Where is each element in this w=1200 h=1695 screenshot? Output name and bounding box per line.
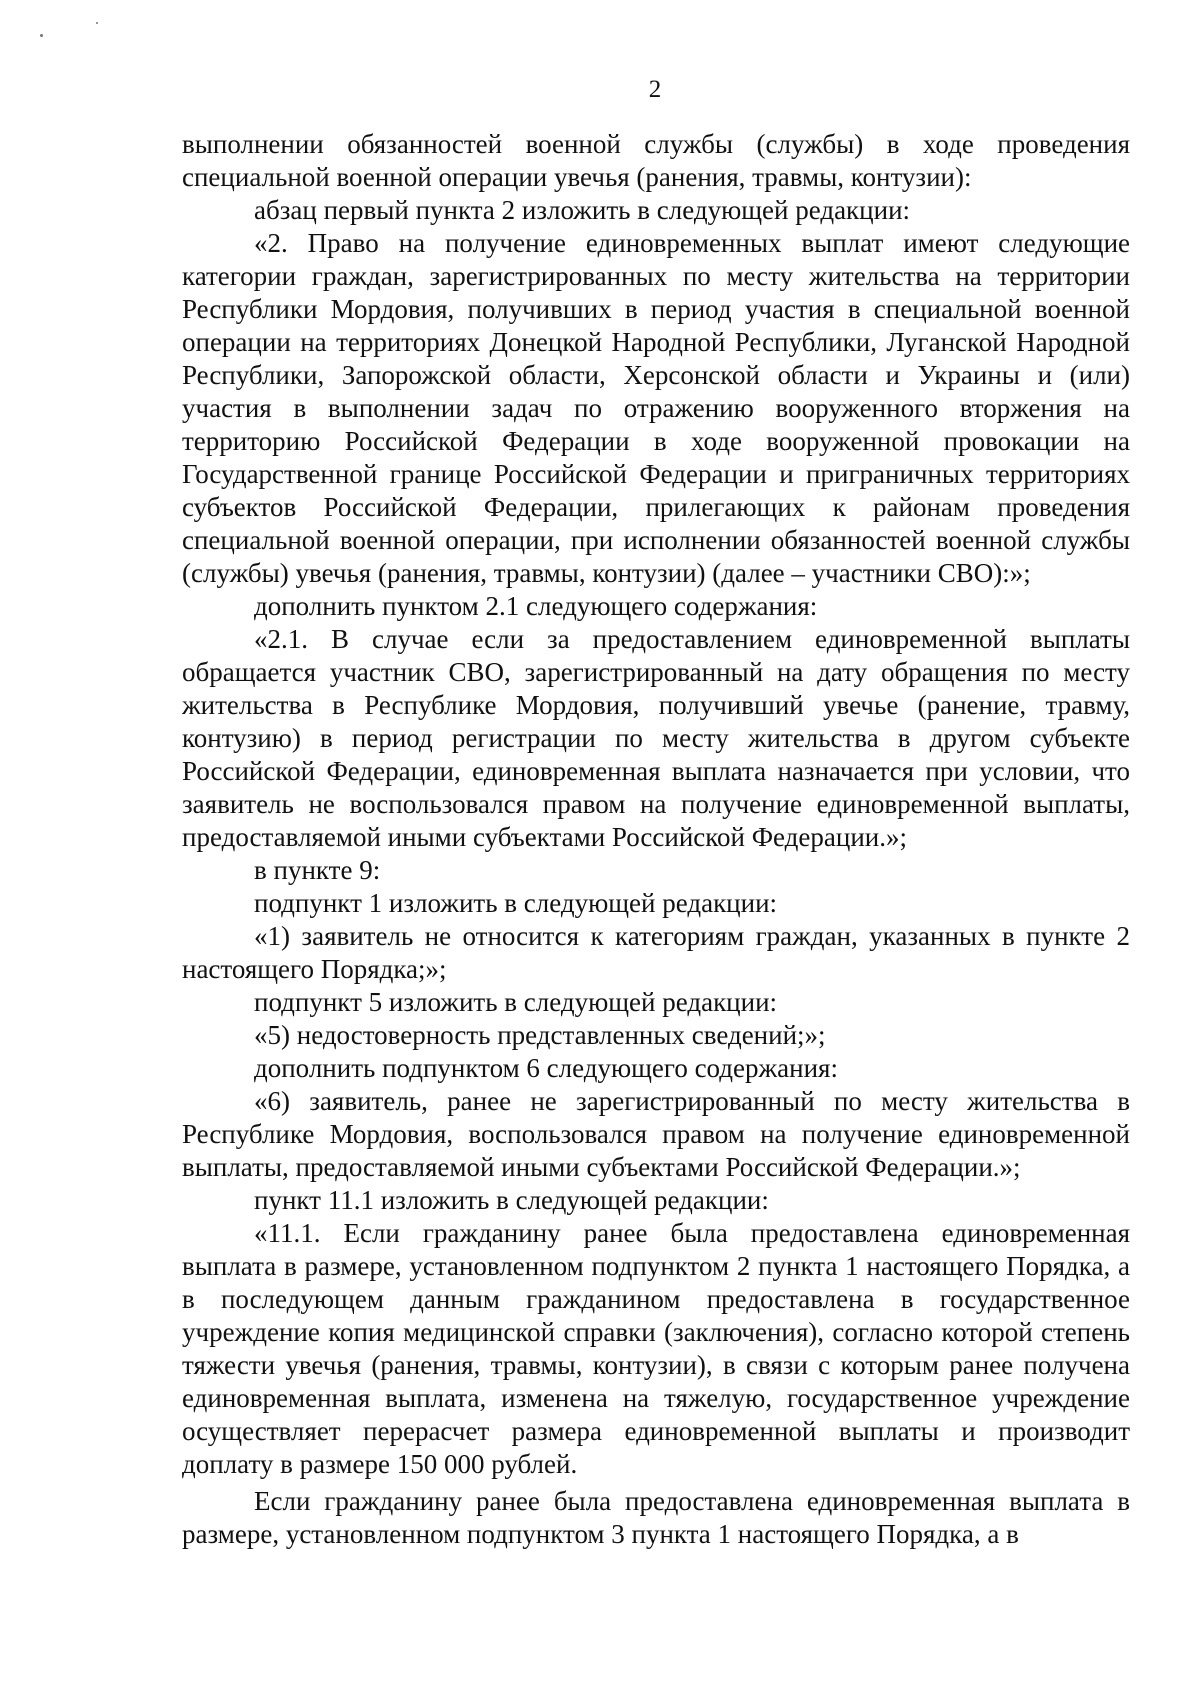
paragraph: дополнить подпунктом 6 следующего содержания: [254, 1053, 838, 1083]
paragraph: Если гражданину ранее была предоставлена единовременная выплата в размере, установленном подпунктом 3 пункта 1 настоящего Порядка, а в [182, 1486, 1130, 1549]
paragraph: «11.1. Если гражданину ранее была предоставлена единовременная выплата в размере, установленном подпунктом 2 пункта 1 настоящего Порядка, а в последующем данным гражданином предоставлена в государственное учреждение копия медицинской справки (заключения), согласно которой степень тяжести увечья (ранения, травмы, контузии), в связи с которым ранее получена единовременная выплата, изменена на тяжелую, государственное учреждение осуществляет перерасчет размера единовременной выплаты и производит доплату в размере 150 000 рублей. [182, 1218, 1130, 1479]
paragraph: пункт 11.1 изложить в следующей редакции: [254, 1185, 769, 1215]
paragraph: подпункт 5 изложить в следующей редакции: [254, 987, 778, 1017]
paragraph: выполнении обязанностей военной службы (службы) в ходе проведения специальной военной операции увечья (ранения, травмы, контузии): [182, 129, 1130, 192]
paragraph: подпункт 1 изложить в следующей редакции: [254, 888, 778, 918]
paragraph: «2.1. В случае если за предоставлением единовременной выплаты обращается участник СВО, зарегистрированный на дату обращения по месту жительства в Республике Мордовия, получивший увечье (ранение, травму, контузию) в период регистрации по месту жительства в другом субъекте Российской Федерации, единовременная выплата назначается при условии, что заявитель не воспользовался правом на получение единовременной выплаты, предоставляемой иными субъектами Российской Федерации.»; [182, 624, 1130, 852]
scan-speck [96, 22, 98, 24]
paragraph: «1) заявитель не относится к категориям граждан, указанных в пункте 2 настоящего Порядка;»; [182, 921, 1130, 984]
paragraph: «6) заявитель, ранее не зарегистрированный по месту жительства в Республике Мордовия, воспользовался правом на получение единовременной выплаты, предоставляемой иными субъектами Российской Федерации.»; [182, 1086, 1130, 1182]
scan-speck [40, 34, 43, 37]
paragraph: дополнить пунктом 2.1 следующего содержания: [254, 591, 818, 621]
paragraph: абзац первый пункта 2 изложить в следующей редакции: [254, 195, 911, 225]
page-number: 2 [648, 76, 662, 103]
paragraph: «5) недостоверность представленных сведений;»; [254, 1020, 826, 1050]
document-body [182, 128, 1130, 1551]
paragraph: в пункте 9: [254, 855, 381, 885]
paragraph: «2. Право на получение единовременных выплат имеют следующие категории граждан, зарегистрированных по месту жительства на территории Республики Мордовия, получивших в период участия в специальной военной операции на территориях Донецкой Народной Республики, Луганской Народной Республики, Запорожской области, Херсонской области и Украины и (или) участия в выполнении задач по отражению вооруженного вторжения на территорию Российской Федерации в ходе вооруженной провокации на Государственной границе Российской Федерации и приграничных территориях субъектов Российской Федерации, прилегающих к районам проведения специальной военной операции, при исполнении обязанностей военной службы (службы) увечья (ранения, травмы, контузии) (далее – участники СВО):»; [182, 228, 1130, 588]
